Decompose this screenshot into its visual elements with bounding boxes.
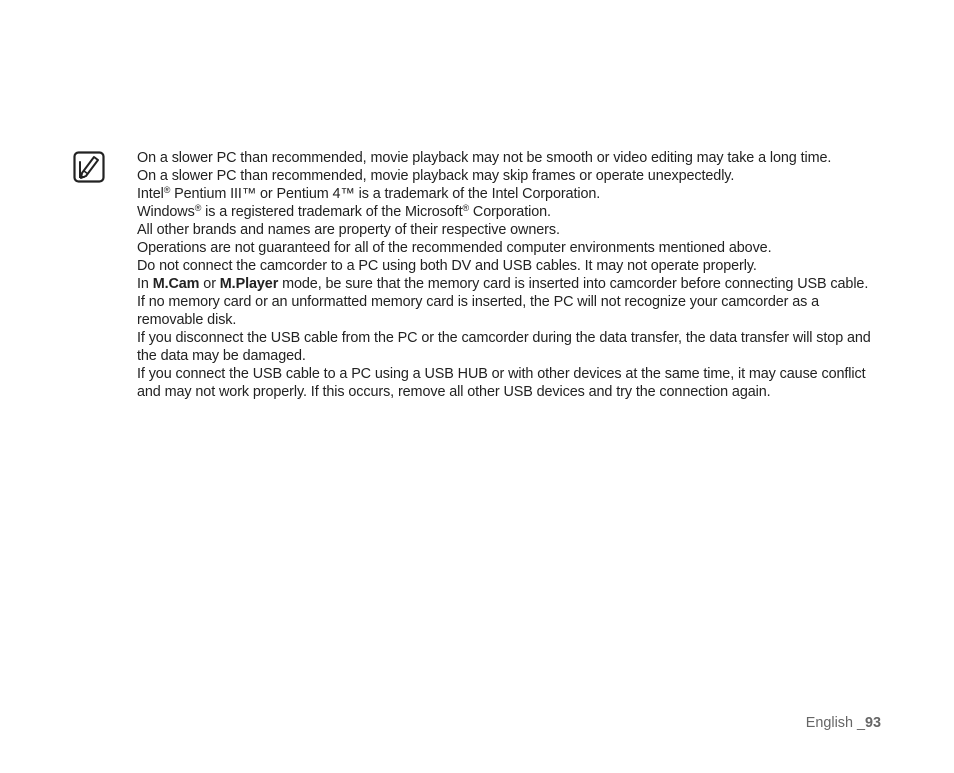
note-item: All other brands and names are property of their respective owners. — [137, 222, 560, 238]
note-item: If you connect the USB cable to a PC using a USB HUB or with other devices at the same time, it may cause conflict and may not work properly. If this occurs, remove all other USB devices and try the connection again. — [137, 366, 866, 400]
registered-mark: ® — [462, 203, 470, 213]
note-item: If no memory card or an unformatted memory card is inserted, the PC will not recognize your camcorder as a removable disk. — [137, 294, 820, 328]
mode-name-mcam: M.Cam — [152, 276, 200, 292]
page-footer — [806, 715, 881, 731]
note-text: Pentium III™ or Pentium 4™ is a trademark of the Intel Corporation. — [170, 186, 601, 202]
note-item-intel-trademark — [137, 185, 882, 203]
note-item: Operations are not guaranteed for all of the recommended computer environments mentioned above. — [137, 240, 772, 256]
note-text: Intel — [137, 186, 164, 202]
footer-language: English _ — [805, 715, 865, 731]
registered-mark: ® — [194, 203, 202, 213]
note-pencil-icon — [73, 151, 105, 183]
note-text: mode, be sure that the memory card is inserted into camcorder before connecting USB cable. — [278, 276, 869, 292]
note-item: On a slower PC than recommended, movie playback may not be smooth or video editing may take a long time. — [137, 150, 832, 166]
note-text: Corporation. — [469, 204, 551, 220]
note-item: On a slower PC than recommended, movie playback may skip frames or operate unexpectedly. — [137, 168, 735, 184]
page-number: 93 — [864, 715, 881, 731]
mode-name-mplayer: M.Player — [219, 276, 279, 292]
note-text: Windows — [137, 204, 195, 220]
notes-list — [137, 149, 882, 401]
note-item-windows-trademark — [137, 203, 882, 221]
registered-mark: ® — [163, 185, 171, 195]
note-item-mode — [137, 275, 882, 293]
note-text: or — [199, 276, 220, 292]
note-text: In — [137, 276, 153, 292]
note-item: If you disconnect the USB cable from the PC or the camcorder during the data transfer, the data transfer will stop and the data may be damaged. — [137, 330, 871, 364]
note-item: Do not connect the camcorder to a PC using both DV and USB cables. It may not operate properly. — [137, 258, 757, 274]
note-text: is a registered trademark of the Microsoft — [201, 204, 463, 220]
